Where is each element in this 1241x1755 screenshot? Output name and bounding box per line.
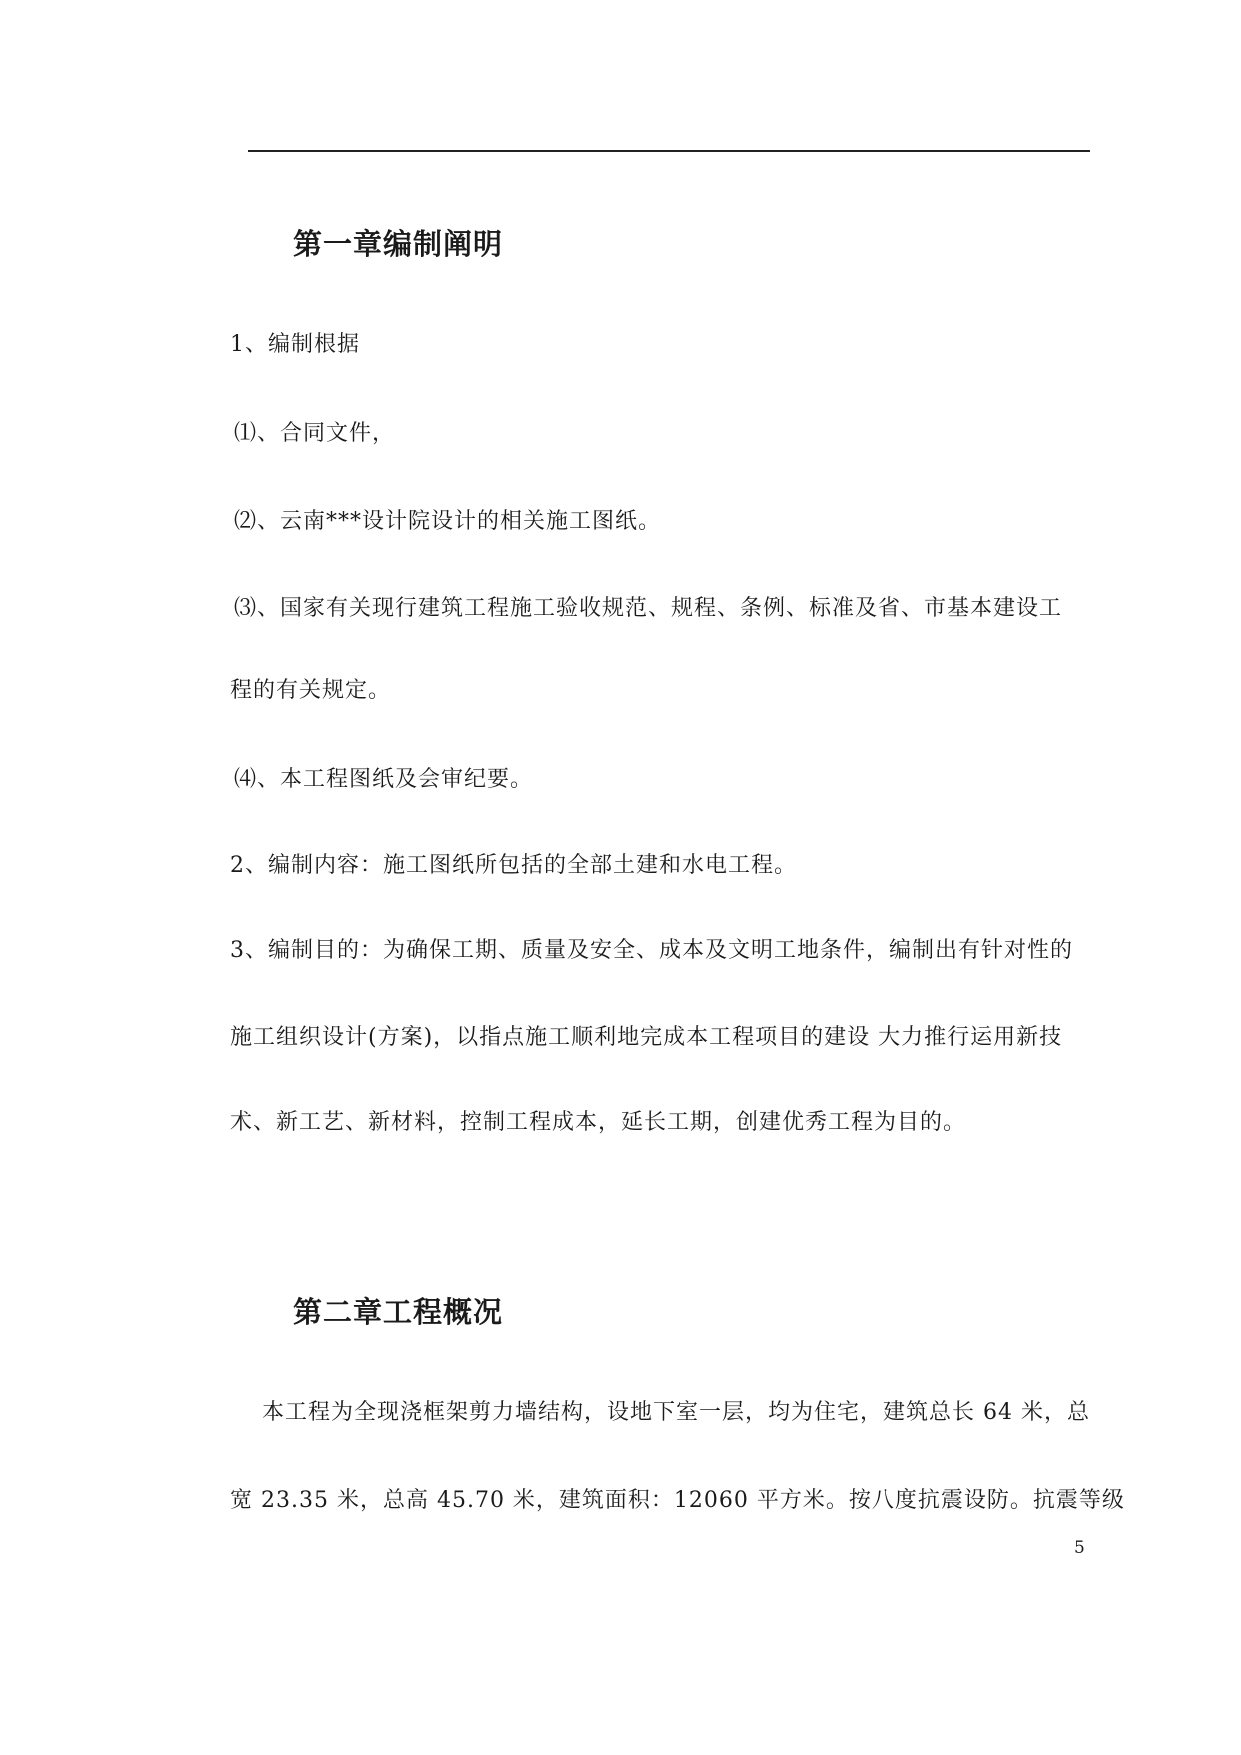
paragraph-line: ⑴、合同文件， <box>234 421 396 446</box>
paragraph-line: 1、编制根据 <box>230 332 360 357</box>
paragraph-line: 2、编制内容：施工图纸所包括的全部土建和水电工程。 <box>230 853 797 878</box>
header-rule <box>248 150 1090 152</box>
chapter-2-title: 第二章工程概况 <box>293 1295 504 1329</box>
paragraph-line: ⑶、国家有关现行建筑工程施工验收规范、规程、条例、标准及省、市基本建设工 <box>234 596 1063 621</box>
paragraph-line: 本工程为全现浇框架剪力墙结构，设地下室一层，均为住宅，建筑总长 64 米，总 <box>262 1400 1090 1425</box>
page-number: 5 <box>1074 1538 1085 1558</box>
paragraph-line: 程的有关规定。 <box>230 678 392 703</box>
paragraph-line: 3、编制目的：为确保工期、质量及安全、成本及文明工地条件，编制出有针对性的 <box>230 938 1073 963</box>
paragraph-line: ⑵、云南***设计院设计的相关施工图纸。 <box>234 509 662 534</box>
paragraph-line: 宽 23.35 米，总高 45.70 米，建筑面积：12060 平方米。按八度抗震设防。抗震等级 <box>230 1488 1125 1513</box>
paragraph-line: 术、新工艺、新材料，控制工程成本，延长工期，创建优秀工程为目的。 <box>230 1110 967 1135</box>
paragraph-line: 施工组织设计(方案)，以指点施工顺利地完成本工程项目的建设 大力推行运用新技 <box>230 1025 1063 1050</box>
paragraph-line: ⑷、本工程图纸及会审纪要。 <box>234 767 534 792</box>
chapter-1-title: 第一章编制阐明 <box>293 227 504 261</box>
